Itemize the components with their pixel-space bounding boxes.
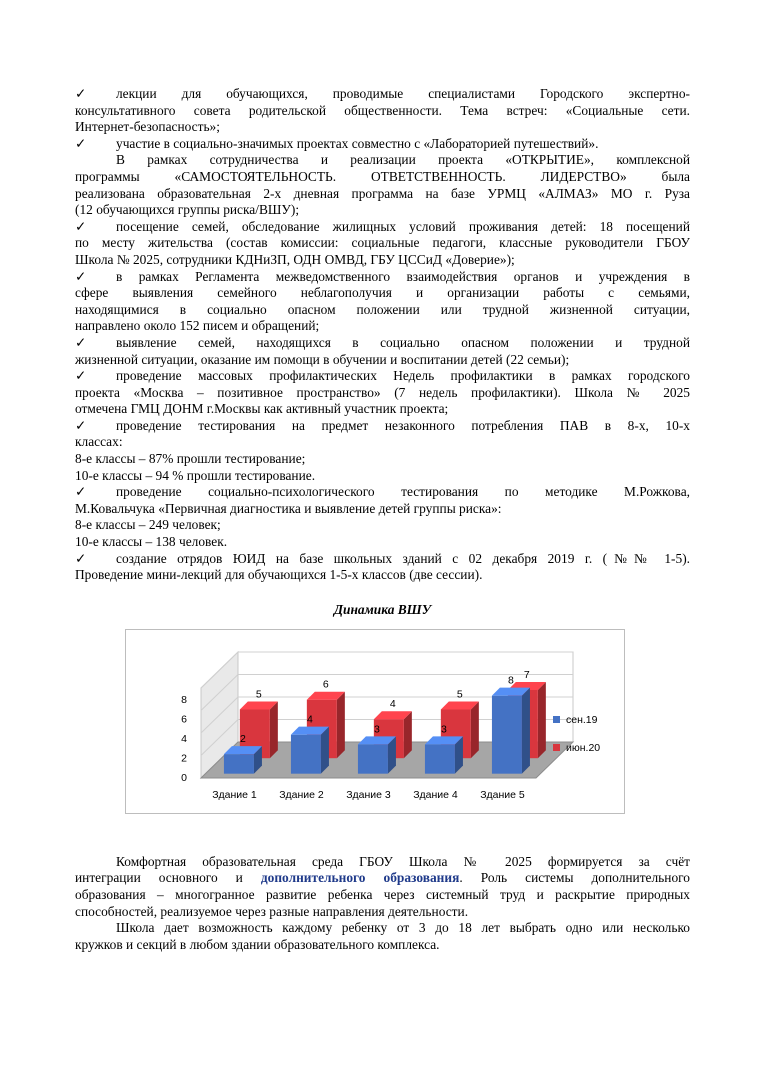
text-line <box>75 501 690 518</box>
line-text: консультативного совета родительской общественности. Тема встреч: «Социальные сети. <box>75 102 690 118</box>
paragraph-line: Комфортная образовательная среда ГБОУ Школа № 2025 формируется за счёт <box>116 853 690 869</box>
data-label: 4 <box>389 698 396 711</box>
text-line <box>75 202 690 219</box>
text-line <box>75 451 690 468</box>
bar-front-series <box>358 744 388 773</box>
text-line <box>75 517 690 534</box>
line-text: реализована образовательная 2-х дневная программа на базе УРМЦ «АЛМАЗ» МО г. Руза <box>75 185 690 201</box>
data-label: 4 <box>307 713 313 726</box>
bar-chart-svg <box>126 630 624 813</box>
data-label: 3 <box>374 723 380 736</box>
text-line <box>75 136 690 153</box>
bar-chart <box>125 629 625 814</box>
paragraph-line: образования – многогранное развитие ребенка через системный труд и раскрытие природных <box>75 887 690 902</box>
paragraph-line: Школа дает возможность каждому ребенку от 3 до 18 лет выбрать одно или несколько <box>116 920 690 936</box>
text-line <box>75 385 690 402</box>
body-text-top <box>75 86 690 584</box>
text-line <box>75 534 690 551</box>
line-text: выявление семей, находящихся в социально опасном положении и трудной <box>116 334 690 350</box>
text-line <box>75 235 690 252</box>
line-text: 10-е классы – 138 человек. <box>75 534 228 550</box>
line-text: Проведение мини-лекций для обучающихся 1-5-х классов (две сессии). <box>75 567 483 583</box>
text-line <box>75 484 690 501</box>
line-text: (12 обучающихся группы риска/ВШУ); <box>75 202 300 218</box>
checkmark-icon: ✓ <box>75 218 87 234</box>
checkmark-icon: ✓ <box>75 334 87 350</box>
x-category-label: Здание 1 <box>212 788 257 801</box>
line-text: по месту жительства (состав комиссии: социальные педагоги, классные руководители ГБОУ <box>75 235 690 251</box>
line-text: находящимися в социально опасном положении или трудной жизненной ситуации, <box>75 301 690 317</box>
text-line <box>75 551 690 568</box>
highlighted-term: дополнительного образования <box>260 870 460 886</box>
y-tick-label: 6 <box>181 713 187 726</box>
line-text: Интернет-безопасность»; <box>75 119 220 135</box>
text-line <box>75 401 690 418</box>
bar-front-series <box>425 744 455 773</box>
bar-front-series <box>291 734 321 773</box>
line-text: жизненной ситуации, оказание им помощи в обучении и воспитании детей (22 семьи); <box>75 351 570 367</box>
text-line <box>75 169 690 186</box>
text-line <box>75 434 690 451</box>
checkmark-icon: ✓ <box>75 268 87 284</box>
bar-front-series-side <box>321 726 329 773</box>
line-text: проведение тестирования на предмет незаконного потребления ПАВ в 8-х, 10-х <box>116 417 690 433</box>
checkmark-icon: ✓ <box>75 417 87 433</box>
line-text: создание отрядов ЮИД на базе школьных зданий с 02 декабря 2019 г. (№№ 1-5). <box>116 550 690 566</box>
legend-label: сен.19 <box>566 713 598 726</box>
line-text: посещение семей, обследование жилищных условий проживания детей: 18 посещений <box>116 218 690 234</box>
line-text: в рамках Регламента межведомственного взаимодействия органов и учреждения в <box>116 268 690 284</box>
x-category-label: Здание 4 <box>413 788 458 801</box>
checkmark-icon: ✓ <box>75 135 87 151</box>
bar-back-series-side <box>538 682 546 758</box>
y-tick-label: 2 <box>181 752 187 765</box>
checkmark-icon: ✓ <box>75 484 87 500</box>
data-label: 7 <box>523 668 530 681</box>
data-label: 8 <box>508 674 514 687</box>
text-line <box>75 335 690 352</box>
body-text-bottom <box>75 854 690 954</box>
text-line <box>75 468 690 485</box>
line-text: проведение массовых профилактических Недель профилактики в рамках городского <box>116 368 690 384</box>
text-line <box>75 219 690 236</box>
line-text: проекта «Москва – позитивное пространство» (7 недель профилактики). Школа № 2025 <box>75 384 690 400</box>
bar-back-series-side <box>471 701 479 758</box>
x-category-label: Здание 2 <box>279 788 324 801</box>
line-text: программы «САМОСТОЯТЕЛЬНОСТЬ. ОТВЕТСТВЕННОСТЬ. ЛИДЕРСТВО» была <box>75 168 690 184</box>
bar-front-series-side <box>522 687 530 773</box>
bar-back-series-side <box>270 701 278 758</box>
line-text: сфере выявления семейного неблагополучия и организации работы с семьями, <box>75 285 690 301</box>
x-category-label: Здание 5 <box>480 788 525 801</box>
paragraph-line: интеграции основного и дополнительного образования. Роль системы дополнительного <box>75 870 691 886</box>
line-text: 8-е классы – 249 человек; <box>75 517 221 533</box>
text-line <box>75 152 690 169</box>
line-text: лекции для обучающихся, проводимые специалистами Городского экспертно- <box>116 86 690 101</box>
text-line <box>75 418 690 435</box>
line-text: участие в социально-значимых проектах совместно с «Лабораторией путешествий». <box>116 135 599 151</box>
text-line <box>75 285 690 302</box>
bar-back-series-side <box>337 692 345 759</box>
line-text: проведение социально-психологического тестирования по методике М.Рожкова, <box>116 484 690 500</box>
text-line <box>75 103 690 120</box>
y-tick-label: 4 <box>181 732 187 745</box>
bar-back-series-side <box>404 711 412 758</box>
text-line <box>75 252 690 269</box>
line-text: 10-е классы – 94 % прошли тестирование. <box>75 467 316 483</box>
chart-caption: Динамика ВШУ <box>333 601 432 617</box>
text-line <box>75 86 690 103</box>
text-line <box>75 302 690 319</box>
checkmark-icon: ✓ <box>75 86 87 101</box>
data-label: 5 <box>456 688 463 701</box>
line-text: 8-е классы – 87% прошли тестирование; <box>75 451 306 467</box>
data-label: 2 <box>240 732 246 745</box>
line-text: направлено около 152 писем и обращений; <box>75 318 320 334</box>
bar-front-series <box>492 695 522 773</box>
line-text: М.Ковальчука «Первичная диагностика и выявление детей группы риска»: <box>75 500 502 516</box>
text-line <box>75 119 690 136</box>
data-label: 3 <box>441 723 447 736</box>
data-label: 6 <box>322 678 329 691</box>
checkmark-icon: ✓ <box>75 550 87 566</box>
bar-front-series <box>224 754 254 774</box>
text-line <box>75 318 690 335</box>
y-tick-label: 8 <box>181 693 187 706</box>
legend-label: июн.20 <box>566 741 601 754</box>
checkmark-icon: ✓ <box>75 368 87 384</box>
line-text: отмечена ГМЦ ДОНМ г.Москвы как активный участник проекта; <box>75 401 449 417</box>
text-line <box>75 567 690 584</box>
text-line <box>75 269 690 286</box>
data-label: 5 <box>255 688 262 701</box>
legend-swatch <box>553 744 560 751</box>
text-line <box>75 186 690 203</box>
legend-swatch <box>553 716 560 723</box>
line-text: классах: <box>75 434 123 450</box>
text-line <box>75 352 690 369</box>
document-page <box>75 86 690 953</box>
text-line <box>75 368 690 385</box>
paragraph-line: способностей, реализуемое через разные направления деятельности. <box>75 903 469 919</box>
x-category-label: Здание 3 <box>346 788 391 801</box>
paragraph-line: кружков и секций в любом здании образовательного комплекса. <box>75 936 440 952</box>
y-tick-label: 0 <box>181 771 187 784</box>
line-text: Школа № 2025, сотрудники КДНиЗП, ОДН ОМВД, ГБУ ЦССиД «Доверие»); <box>75 251 515 267</box>
line-text: В рамках сотрудничества и реализации проекта «ОТКРЫТИЕ», комплексной <box>116 152 690 168</box>
